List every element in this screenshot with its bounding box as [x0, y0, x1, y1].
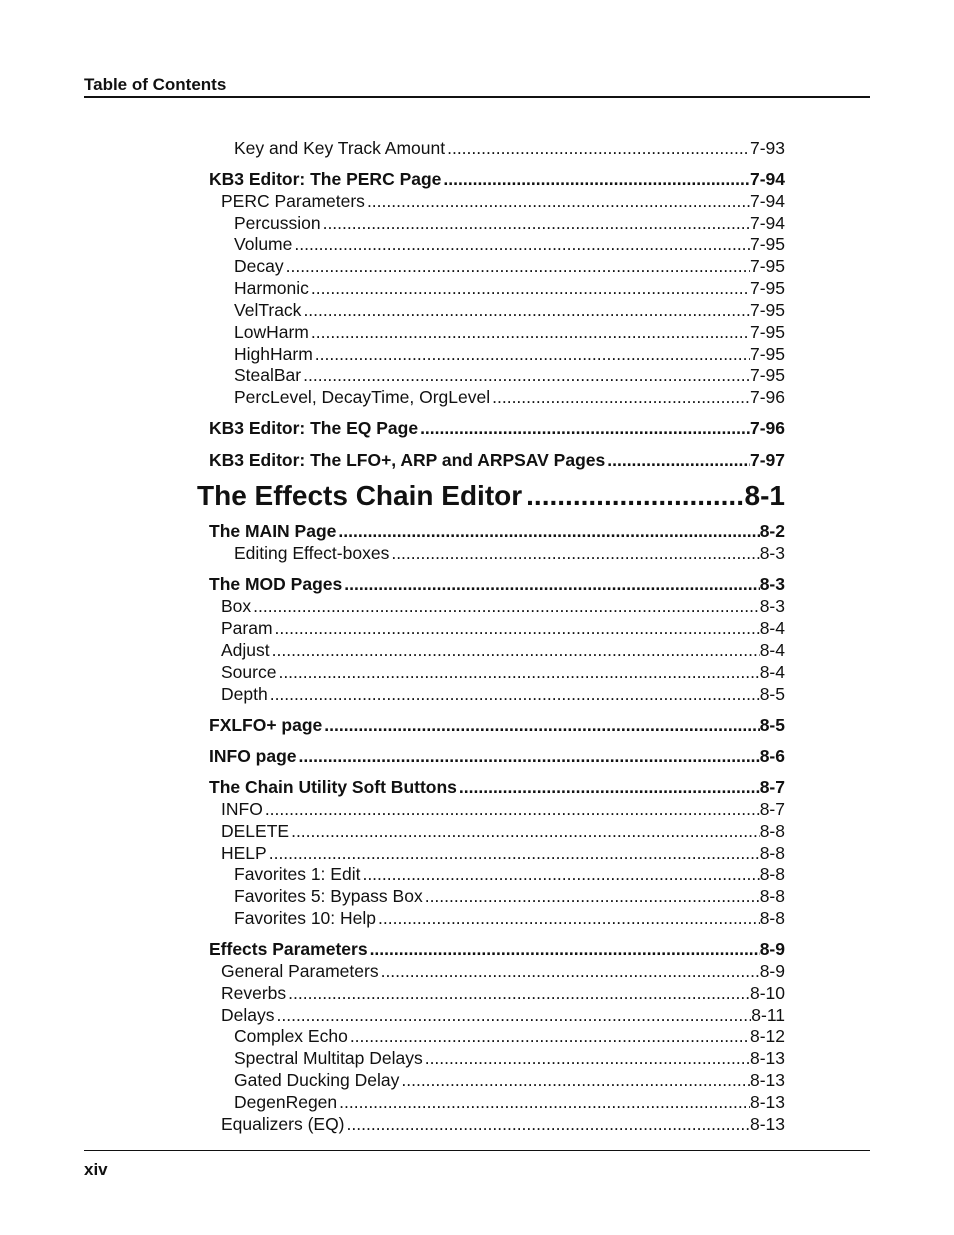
toc-entry[interactable] — [234, 137, 785, 159]
toc-entry-title: DELETE — [221, 821, 290, 841]
footer-rule — [84, 1150, 870, 1151]
toc-entry-page: 8-10 — [749, 983, 785, 1003]
toc-entry[interactable] — [234, 212, 785, 234]
toc-entry-title: StealBar — [234, 365, 302, 385]
toc-entry[interactable] — [221, 820, 785, 842]
toc-entry-page: 8-3 — [759, 596, 785, 616]
toc-entry[interactable] — [234, 907, 785, 929]
toc-entry-title: Favorites 5: Bypass Box — [234, 886, 423, 906]
toc-entry-page: 7-94 — [749, 169, 785, 189]
dot-leader — [441, 168, 750, 190]
toc-entry-page: 7-95 — [749, 365, 785, 385]
toc-entry[interactable] — [221, 798, 785, 820]
dot-leader — [297, 745, 760, 767]
dot-leader — [605, 449, 750, 471]
dot-leader — [267, 842, 760, 864]
dot-leader — [423, 885, 760, 907]
toc-entry[interactable] — [234, 321, 785, 343]
toc-entry-title: PERC Parameters — [221, 191, 365, 211]
toc-entry[interactable] — [221, 617, 785, 639]
toc-entry-title: Complex Echo — [234, 1026, 348, 1046]
dot-leader — [337, 1091, 750, 1113]
header-title: Table of Contents — [84, 75, 227, 94]
toc-entry-page: 8-9 — [759, 939, 785, 959]
dot-leader — [309, 277, 750, 299]
toc-entry[interactable] — [209, 776, 785, 798]
toc-entry-title: The Effects Chain Editor — [197, 480, 523, 511]
toc-entry-page: 7-96 — [749, 387, 785, 407]
dot-leader — [399, 1069, 750, 1091]
dot-leader — [263, 798, 760, 820]
toc-entry-title: Param — [221, 618, 273, 638]
dot-leader — [321, 212, 750, 234]
toc-entry[interactable] — [221, 190, 785, 212]
toc-entry-page: 8-13 — [749, 1048, 785, 1068]
toc-entry-page: 7-94 — [749, 213, 785, 233]
toc-entry-title: VelTrack — [234, 300, 302, 320]
dot-leader — [418, 417, 750, 439]
toc-entry-page: 8-7 — [759, 777, 785, 797]
toc-entry-title: LowHarm — [234, 322, 309, 342]
toc-entry[interactable] — [221, 842, 785, 864]
toc-entry-page: 8-6 — [759, 746, 785, 766]
toc-entry[interactable] — [234, 1091, 785, 1113]
dot-leader — [275, 1004, 752, 1026]
toc-entry-title: The Chain Utility Soft Buttons — [209, 777, 457, 797]
dot-leader — [365, 190, 750, 212]
toc-entry-title: Volume — [234, 234, 293, 254]
toc-entry-page: 7-95 — [749, 300, 785, 320]
dot-leader — [360, 863, 759, 885]
toc-entry-page: 7-95 — [749, 234, 785, 254]
dot-leader — [276, 661, 759, 683]
toc-entry[interactable] — [234, 1047, 785, 1069]
toc-entry-title: DegenRegen — [234, 1092, 338, 1112]
toc-entry[interactable] — [221, 661, 785, 683]
toc-entry[interactable] — [221, 639, 785, 661]
dot-leader — [270, 639, 760, 661]
toc-entry[interactable] — [221, 595, 785, 617]
dot-leader — [457, 776, 760, 798]
toc-entry[interactable] — [234, 885, 785, 907]
dot-leader — [292, 233, 750, 255]
toc-entry[interactable] — [234, 1025, 785, 1047]
toc-entry[interactable] — [209, 417, 785, 439]
toc-entry[interactable] — [221, 960, 785, 982]
toc-entry-page: 8-4 — [759, 640, 785, 660]
toc-entry-title: Effects Parameters — [209, 939, 368, 959]
toc-entry-page: 8-12 — [749, 1026, 785, 1046]
toc-entry-page: 8-1 — [744, 480, 785, 511]
dot-leader — [286, 982, 750, 1004]
toc-entry-title: INFO page — [209, 746, 297, 766]
dot-leader — [313, 343, 750, 365]
dot-leader — [273, 617, 760, 639]
toc-entry-title: HighHarm — [234, 344, 313, 364]
footer-page-number: xiv — [84, 1160, 108, 1179]
toc-entry-page: 7-95 — [749, 344, 785, 364]
dot-leader — [284, 255, 750, 277]
toc-entry-page: 7-95 — [749, 322, 785, 342]
toc-entry-page: 8-2 — [759, 521, 785, 541]
dot-leader — [379, 960, 760, 982]
toc-entry-page: 8-4 — [759, 618, 785, 638]
toc-entry-page: 7-95 — [749, 256, 785, 276]
toc-entry-title: FXLFO+ page — [209, 715, 323, 735]
toc-entry-page: 7-95 — [749, 278, 785, 298]
toc-entry-page: 8-5 — [759, 715, 785, 735]
toc-entry-title: Source — [221, 662, 277, 682]
toc-entry-page: 7-97 — [749, 450, 785, 470]
dot-leader — [268, 683, 760, 705]
toc-entry-page: 7-96 — [749, 418, 785, 438]
toc-entry[interactable] — [234, 386, 785, 408]
toc-entry-page: 8-8 — [759, 908, 785, 928]
toc-entry[interactable] — [209, 938, 785, 960]
toc-entry-page: 8-13 — [749, 1092, 785, 1112]
toc-entry-page: 7-94 — [749, 191, 785, 211]
dot-leader — [301, 299, 750, 321]
toc-entry[interactable] — [234, 364, 785, 386]
toc-entry[interactable] — [234, 1069, 785, 1091]
toc-entry-title: Spectral Multitap Delays — [234, 1048, 423, 1068]
toc-entry-page: 7-93 — [749, 138, 785, 158]
toc-entry-page: 8-3 — [759, 543, 785, 563]
toc-entry[interactable] — [221, 1004, 785, 1026]
toc-entry-title: Box — [221, 596, 252, 616]
toc-entry[interactable] — [209, 449, 785, 471]
toc-entry-title: The MOD Pages — [209, 574, 343, 594]
toc-entry[interactable] — [234, 233, 785, 255]
dot-leader — [389, 542, 759, 564]
dot-leader — [423, 1047, 750, 1069]
dot-leader — [309, 321, 750, 343]
toc-entry-title: Favorites 1: Edit — [234, 864, 361, 884]
dot-leader — [445, 137, 750, 159]
toc-entry-page: 8-3 — [759, 574, 785, 594]
dot-leader — [348, 1025, 750, 1047]
toc-entry[interactable] — [234, 277, 785, 299]
toc-entry[interactable] — [209, 520, 785, 542]
toc-entry-page: 8-8 — [759, 843, 785, 863]
toc-entry[interactable] — [209, 714, 785, 736]
header-rule — [84, 96, 870, 98]
toc-entry-title: Favorites 10: Help — [234, 908, 377, 928]
dot-leader — [289, 820, 760, 842]
toc-entry-title: Percussion — [234, 213, 321, 233]
toc-entry[interactable] — [234, 863, 785, 885]
toc-entry[interactable] — [209, 745, 785, 767]
toc-chapter-entry[interactable] — [197, 479, 785, 513]
toc-entry-page: 8-13 — [749, 1114, 785, 1134]
toc-entry-title: Equalizers (EQ) — [221, 1114, 345, 1134]
toc-entry-title: Reverbs — [221, 983, 287, 1003]
dot-leader — [368, 938, 760, 960]
toc-entry-title: INFO — [221, 799, 263, 819]
toc-entry[interactable] — [209, 168, 785, 190]
toc-entry-title: KB3 Editor: The PERC Page — [209, 169, 442, 189]
dot-leader — [522, 479, 744, 513]
dot-leader — [345, 1113, 750, 1135]
toc-entry[interactable] — [221, 982, 785, 1004]
toc-entry-page: 8-8 — [759, 886, 785, 906]
dot-leader — [342, 573, 759, 595]
dot-leader — [490, 386, 750, 408]
toc-entry[interactable] — [221, 1113, 785, 1135]
dot-leader — [322, 714, 759, 736]
toc-entry[interactable] — [234, 255, 785, 277]
toc-entry-title: Gated Ducking Delay — [234, 1070, 400, 1090]
toc-entry-title: HELP — [221, 843, 267, 863]
toc-entry-page: 8-5 — [759, 684, 785, 704]
toc-entry-page: 8-11 — [751, 1005, 785, 1025]
toc-entry-title: Delays — [221, 1005, 275, 1025]
toc-entry-title: General Parameters — [221, 961, 379, 981]
toc-entry[interactable] — [221, 683, 785, 705]
toc-entry-title: The MAIN Page — [209, 521, 337, 541]
toc-entry-page: 8-4 — [759, 662, 785, 682]
toc-entry-title: Harmonic — [234, 278, 309, 298]
toc-entry-title: Key and Key Track Amount — [234, 138, 446, 158]
dot-leader — [336, 520, 759, 542]
toc-entry-page: 8-9 — [759, 961, 785, 981]
toc-entry[interactable] — [234, 542, 785, 564]
dot-leader — [376, 907, 760, 929]
toc-entry-page: 8-8 — [759, 864, 785, 884]
toc-entry-page: 8-13 — [749, 1070, 785, 1090]
toc-entry-page: 8-7 — [759, 799, 785, 819]
toc-entry-title: Editing Effect-boxes — [234, 543, 390, 563]
toc-entry-title: KB3 Editor: The EQ Page — [209, 418, 419, 438]
toc-entry-title: Decay — [234, 256, 284, 276]
toc-entry[interactable] — [209, 573, 785, 595]
dot-leader — [251, 595, 760, 617]
toc-entry[interactable] — [234, 343, 785, 365]
toc-entry-title: Adjust — [221, 640, 270, 660]
toc-entry-title: PercLevel, DecayTime, OrgLevel — [234, 387, 491, 407]
toc-entry-page: 8-8 — [759, 821, 785, 841]
toc-entry-title: Depth — [221, 684, 268, 704]
toc-entry[interactable] — [234, 299, 785, 321]
toc-entry-title: KB3 Editor: The LFO+, ARP and ARPSAV Pages — [209, 450, 606, 470]
dot-leader — [301, 364, 750, 386]
